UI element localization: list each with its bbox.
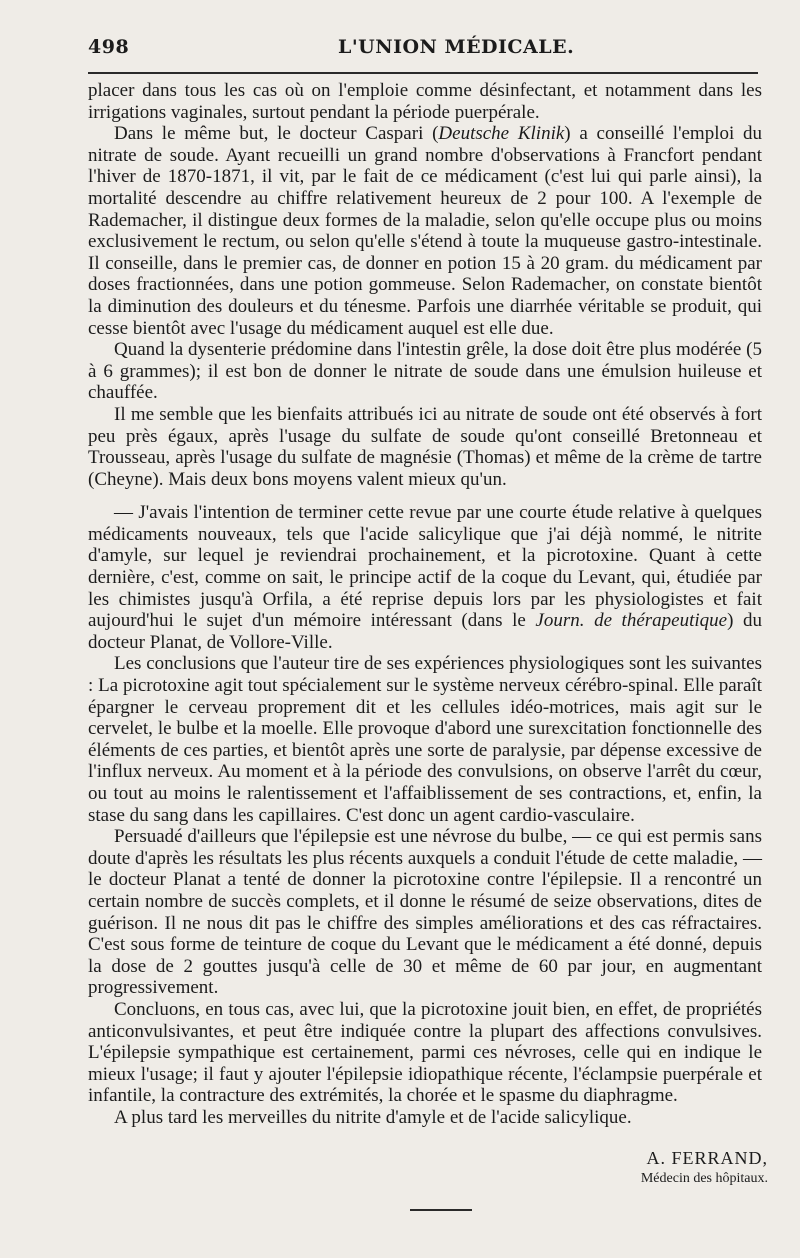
author-title: Médecin des hôpitaux. bbox=[640, 1171, 768, 1186]
article-body bbox=[88, 80, 762, 1129]
page-header bbox=[88, 36, 760, 66]
end-rule bbox=[410, 1209, 472, 1211]
paragraph: placer dans tous les cas où on l'emploie comme désinfectant, et notamment dans les irrigations vaginales, surtout pendant la période puerpérale. bbox=[88, 80, 762, 123]
author-name: A. FERRAND, bbox=[646, 1148, 768, 1168]
paragraph: Quand la dysenterie prédomine dans l'intestin grêle, la dose doit être plus modérée (5 à 6 grammes); il est bon de donner le nitrate de soude dans une émulsion huileuse et chauffée. bbox=[88, 339, 762, 404]
paragraph: Les conclusions que l'auteur tire de ses expériences physiologiques sont les suivantes : La picrotoxine agit tout spécialement sur le système nerveux cérébro-spinal. Elle paraît épargner le cerveau proprement dit et les cellules idéo-motrices, mais agit sur le cervelet, le bulbe et la moelle. Elle provoque d'abord une surexcitation fonctionnelle des éléments de ces parties, et bientôt après une sorte de paralysie, par dépense excessive de l'influx nerveux. Au moment et à la période des convulsions, on observe l'arrêt du cœur, ou tout au moins le ralentissement et l'affaiblissement de ses contractions, et, enfin, la stase du sang dans les capillaires. C'est donc un agent cardio-vasculaire. bbox=[88, 653, 762, 826]
header-rule bbox=[88, 72, 758, 74]
italic-citation: Deutsche Klinik bbox=[438, 123, 565, 145]
paragraph: — J'avais l'intention de terminer cette revue par une courte étude relative à quelques médicaments nouveaux, tels que l'acide salicylique que j'ai déjà nommé, le nitrite d'amyle, sur lequel je reviendrai prochainement, et la picrotoxine. Quant à cette dernière, c'est, comme on sait, le principe actif de la coque du Levant, qui, étudiée par les chimistes jusqu'à Orfila, a été reprise depuis lors par les physiologistes et fait aujourd'hui le sujet d'un mémoire intéressant (dans le Journ. de thérapeutique) du docteur Planat, de Vollore-Ville. bbox=[88, 502, 762, 653]
signature bbox=[641, 1148, 768, 1187]
running-title: L'UNION MÉDICALE. bbox=[338, 36, 575, 58]
paragraph: Concluons, en tous cas, avec lui, que la picrotoxine jouit bien, en effet, de propriétés anticonvulsivantes, et peut être indiquée contre la plupart des affections convulsives. L'épilepsie sympathique est certainement, parmi ces névroses, celle qui en indique le mieux l'usage; il faut y ajouter l'épilepsie idiopathique récente, l'éclampsie puerpérale et infantile, la contracture des extrémités, la chorée et le spasme du diaphragme. bbox=[88, 998, 762, 1107]
italic-citation: Journ. de thérapeutique bbox=[535, 610, 728, 632]
paragraph: Dans le même but, le docteur Caspari (Deutsche Klinik) a conseillé l'emploi du nitrate de soude. Ayant recueilli un grand nombre d'observations à Francfort pendant l'hiver de 1870-1871, il vit, par le fait de ce médicament (c'est lui qui parle ainsi), la mortalité descendre au chiffre relativement heureux de 2 pour 100. A l'exemple de Rademacher, il distingue deux formes de la maladie, selon qu'elle occupe plus ou moins exclusivement le rectum, ou selon qu'elle s'étend à toute la muqueuse gastro-intestinale. Il conseille, dans le premier cas, de donner en potion 15 à 20 gram. du médicament par doses fractionnées, dans une potion gommeuse. Selon Rademacher, on constate bientôt la diminution des douleurs et du ténesme. Parfois une diarrhée véritable se produit, qui cesse bientôt avec l'usage du médicament auquel est elle due. bbox=[88, 123, 763, 339]
paragraph: Persuadé d'ailleurs que l'épilepsie est une névrose du bulbe, — ce qui est permis sans doute d'après les résultats les plus récents auxquels a conduit l'étude de cette maladie, — le docteur Planat a tenté de donner la picrotoxine contre l'épilepsie. Il a rencontré un certain nombre de succès complets, et il donne le résumé de seize observations, dites de guérison. Il ne nous dit pas le chiffre des simples améliorations et des cas réfractaires. C'est sous forme de teinture de coque du Levant que le médicament a été donné, depuis la dose de 2 gouttes jusqu'à celle de 30 et même de 60 par jour, en augmentant progressivement. bbox=[88, 826, 762, 999]
page-number: 498 bbox=[88, 36, 130, 58]
paragraph: A plus tard les merveilles du nitrite d'amyle et de l'acide salicylique. bbox=[114, 1106, 632, 1128]
paragraph: Il me semble que les bienfaits attribués ici au nitrate de soude ont été observés à fort peu près égaux, après l'usage du sulfate de soude qu'ont conseillé Bretonneau et Trousseau, après l'usage du sulfate de magnésie (Thomas) et même de la crème de tartre (Cheyne). Mais deux bons moyens valent mieux qu'un. bbox=[88, 403, 762, 490]
